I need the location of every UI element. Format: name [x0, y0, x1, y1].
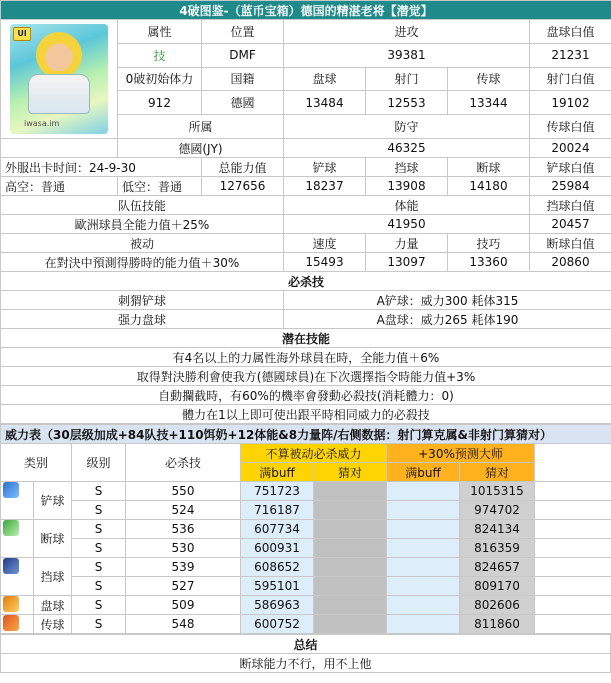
speed-value: 15493 — [284, 253, 366, 272]
row-full-buff-a: 608652 — [241, 558, 314, 577]
dribble-label: 盘球 — [284, 67, 366, 91]
tackle-white-label: 铲球白值 — [530, 158, 611, 177]
total-label: 总能力值 — [202, 158, 284, 177]
row-full-buff-b — [387, 539, 460, 558]
row-full-buff-b — [387, 615, 460, 634]
row-full-buff-a: 716187 — [241, 501, 314, 520]
row-type: 铲球 — [34, 482, 72, 520]
page-title: 4破图鉴-（蓝币宝箱）德国的精湛老将【潜觉】 — [1, 1, 611, 20]
defense-value: 46325 — [284, 139, 530, 158]
ultimate-badge-icon: Ul — [13, 27, 31, 41]
pos-label: 位置 — [202, 20, 284, 44]
row-full-buff-b — [387, 501, 460, 520]
row-full-buff-b — [387, 596, 460, 615]
physique-label: 体能 — [284, 196, 530, 215]
attack-value: 39381 — [284, 43, 530, 67]
table-row — [1, 539, 611, 558]
shoot-value: 12553 — [366, 91, 448, 115]
shoot-label: 射门 — [366, 67, 448, 91]
row-full-buff-b — [387, 482, 460, 501]
table-row — [1, 577, 611, 596]
row-full-buff-a: 751723 — [241, 482, 314, 501]
slide-tackle-icon — [3, 482, 19, 498]
row-type: 盘球 — [34, 596, 72, 615]
row-guess-b: 816359 — [460, 539, 535, 558]
intercept-white-label: 断球白值 — [530, 234, 611, 253]
row-full-buff-a: 595101 — [241, 577, 314, 596]
attack-label: 进攻 — [284, 20, 530, 44]
attr-value: 技 — [118, 43, 202, 67]
group-predict-master: +30%预测大师 — [387, 444, 535, 463]
tackle-label: 铲球 — [284, 158, 366, 177]
row-guess-a — [314, 615, 387, 634]
card-watermark: iwasa.im — [24, 119, 60, 128]
row-guess-b: 824657 — [460, 558, 535, 577]
shoot-white-label: 射门白值 — [530, 67, 611, 91]
sub-guess-a: 猜对 — [314, 463, 387, 482]
block-icon — [3, 558, 19, 574]
latent-line-1: 有4名以上的力属性海外球員在時，全能力值＋6% — [1, 348, 611, 367]
pass-label: 传球 — [448, 67, 530, 91]
row-full-buff-a: 586963 — [241, 596, 314, 615]
passive-value: 在對決中預測得勝時的能力值＋30% — [1, 253, 284, 272]
row-guess-b: 1015315 — [460, 482, 535, 501]
dribble-value: 13484 — [284, 91, 366, 115]
row-type: 挡球 — [34, 558, 72, 596]
row-guess-a — [314, 501, 387, 520]
power-table — [0, 424, 611, 634]
speed-label: 速度 — [284, 234, 366, 253]
player-portrait-icon — [36, 32, 82, 78]
intercept-value: 14180 — [448, 177, 530, 196]
nation-value: 德國 — [202, 91, 284, 115]
pos-value: DMF — [202, 43, 284, 67]
table-row — [1, 596, 611, 615]
latent-heading: 潜在技能 — [1, 329, 611, 348]
row-level: S — [72, 539, 126, 558]
special-desc-1: A铲球：威力300 耗体315 — [284, 291, 611, 310]
team-skill-label: 队伍技能 — [1, 196, 284, 215]
pass-value: 13344 — [448, 91, 530, 115]
dribble-icon — [3, 596, 19, 612]
technique-value: 13360 — [448, 253, 530, 272]
row-skill: 524 — [126, 501, 241, 520]
tackle-white-value: 25984 — [530, 177, 611, 196]
col-skill: 必杀技 — [126, 444, 241, 482]
row-full-buff-b — [387, 558, 460, 577]
row-skill: 550 — [126, 482, 241, 501]
sub-guess-b: 猜对 — [460, 463, 535, 482]
attr-label: 属性 — [118, 20, 202, 44]
special-desc-2: A盘球：威力265 耗体190 — [284, 310, 611, 329]
table-row — [1, 558, 611, 577]
release-date: 外服出卡时间：24-9-30 — [1, 158, 202, 177]
row-level: S — [72, 520, 126, 539]
row-full-buff-a: 607734 — [241, 520, 314, 539]
dribble-white-value: 21231 — [530, 43, 611, 67]
low-air: 低空：普通 — [118, 177, 202, 196]
row-skill: 527 — [126, 577, 241, 596]
row-full-buff-a: 600752 — [241, 615, 314, 634]
block-label: 挡球 — [366, 158, 448, 177]
group-no-passive: 不算被动必杀威力 — [241, 444, 387, 463]
intercept-white-value: 20860 — [530, 253, 611, 272]
shoot-white-value: 19102 — [530, 91, 611, 115]
summary-text: 断球能力不行，用不上他 — [1, 654, 611, 673]
row-guess-a — [314, 577, 387, 596]
special-name-1: 刺猬铲球 — [1, 291, 284, 310]
col-level: 级别 — [72, 444, 126, 482]
pass-white-label: 传球白值 — [530, 115, 611, 139]
row-level: S — [72, 615, 126, 634]
row-guess-b: 802606 — [460, 596, 535, 615]
special-name-2: 强力盘球 — [1, 310, 284, 329]
row-guess-b: 824134 — [460, 520, 535, 539]
row-level: S — [72, 577, 126, 596]
tackle-value: 18237 — [284, 177, 366, 196]
row-guess-b: 974702 — [460, 501, 535, 520]
player-card-image — [1, 20, 118, 139]
row-guess-a — [314, 596, 387, 615]
row-level: S — [72, 558, 126, 577]
table-row — [1, 615, 611, 634]
dribble-white-label: 盘球白值 — [530, 20, 611, 44]
summary-table — [0, 634, 611, 673]
physique-value: 41950 — [284, 215, 530, 234]
intercept-label: 断球 — [448, 158, 530, 177]
row-guess-a — [314, 482, 387, 501]
sub-full-buff-a: 满buff — [241, 463, 314, 482]
sub-full-buff-b: 满buff — [387, 463, 460, 482]
row-guess-a — [314, 558, 387, 577]
latent-line-3: 自動攔截時，有60%的機率會發動必殺技(消耗體力：0) — [1, 386, 611, 405]
row-level: S — [72, 501, 126, 520]
block-value: 13908 — [366, 177, 448, 196]
row-guess-a — [314, 520, 387, 539]
team-skill-value: 歐洲球員全能力值＋25% — [1, 215, 284, 234]
row-full-buff-a: 600931 — [241, 539, 314, 558]
row-level: S — [72, 596, 126, 615]
row-level: S — [72, 482, 126, 501]
table-row — [1, 520, 611, 539]
power-label: 力量 — [366, 234, 448, 253]
defense-label: 防守 — [284, 115, 530, 139]
pass-icon — [3, 615, 19, 631]
power-heading: 威力表（30层级加成+84队技+110饵奶+12体能&8力量阵/右侧数据：射门算克属&非射门算猜对） — [1, 425, 611, 444]
pass-white-value: 20024 — [530, 139, 611, 158]
block-white-label: 挡球白值 — [530, 196, 611, 215]
row-guess-b: 811860 — [460, 615, 535, 634]
block-white-value: 20457 — [530, 215, 611, 234]
row-skill: 530 — [126, 539, 241, 558]
row-skill: 548 — [126, 615, 241, 634]
row-type: 断球 — [34, 520, 72, 558]
table-row — [1, 501, 611, 520]
table-row — [1, 482, 611, 501]
row-skill: 509 — [126, 596, 241, 615]
row-full-buff-b — [387, 520, 460, 539]
row-skill: 539 — [126, 558, 241, 577]
row-full-buff-b — [387, 577, 460, 596]
col-type: 类别 — [1, 444, 72, 482]
total-value: 127656 — [202, 177, 284, 196]
nation-label: 国籍 — [202, 67, 284, 91]
row-skill: 536 — [126, 520, 241, 539]
team-value: 德國(JY) — [118, 139, 284, 158]
high-air: 高空：普通 — [1, 177, 118, 196]
latent-line-4: 體力在1以上即可使出跟平時相同威力的必殺技 — [1, 405, 611, 424]
row-guess-b: 809170 — [460, 577, 535, 596]
team-label: 所属 — [118, 115, 284, 139]
power-value: 13097 — [366, 253, 448, 272]
summary-heading: 总结 — [1, 635, 611, 654]
row-type: 传球 — [34, 615, 72, 634]
stamina-label: 0破初始体力 — [118, 67, 202, 91]
intercept-icon — [3, 520, 19, 536]
row-guess-a — [314, 539, 387, 558]
passive-label: 被动 — [1, 234, 284, 253]
latent-line-2: 取得對決勝利會使我方(德國球員)在下次選擇指令時能力值+3% — [1, 367, 611, 386]
special-heading: 必杀技 — [1, 272, 611, 291]
stamina-value: 912 — [118, 91, 202, 115]
technique-label: 技巧 — [448, 234, 530, 253]
